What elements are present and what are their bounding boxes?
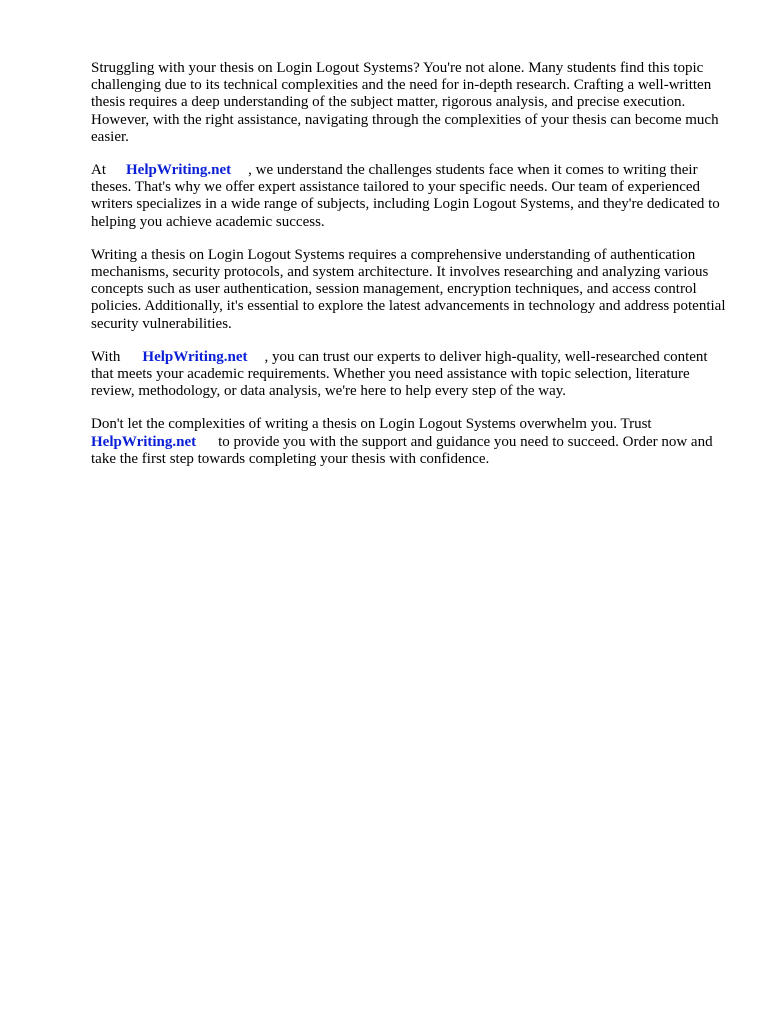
paragraph-requirements: Writing a thesis on Login Logout Systems requires a comprehensive understanding of authentication mechanisms, security protocols, and system architecture. It involves researching and analyzing various concepts such as user authentication, session management, encryption techniques, and access control policies. Additionally, it's essential to explore the latest advancements in technology and address potential security vulnerabilities.	[91, 246, 726, 332]
document-body	[91, 60, 726, 484]
paragraph-prefix-text: Don't let the complexities of writing a thesis on Login Logout Systems overwhelm you. Trust	[91, 416, 652, 433]
helpwriting-link[interactable]: HelpWriting.net	[142, 348, 248, 365]
paragraph-prefix-text: With	[91, 348, 121, 365]
paragraph-prefix-text: At	[91, 162, 106, 179]
paragraph-at-helpwriting	[91, 162, 726, 231]
paragraph-call-to-action	[91, 416, 726, 468]
paragraph-with-helpwriting	[91, 349, 726, 401]
paragraph-body-text: to provide you with the support and guidance you need to succeed. Order now and take the first step towards completing your thesis with confidence.	[91, 433, 713, 467]
paragraph-body-text: , we understand the challenges students face when it comes to writing their theses. That's why we offer expert assistance tailored to your specific needs. Our team of experienced writers specializes in a wide range of subjects, including Login Logout Systems, and they're dedicated to helping you achieve academic success.	[91, 162, 720, 230]
helpwriting-link[interactable]: HelpWriting.net	[91, 433, 197, 450]
paragraph-body-text: , you can trust our experts to deliver high-quality, well-researched content that meets your academic requirements. Whether you need assistance with topic selection, literature review, methodology, or data analysis, we're here to help every step of the way.	[91, 348, 708, 400]
helpwriting-link[interactable]: HelpWriting.net	[126, 162, 232, 179]
paragraph-intro: Struggling with your thesis on Login Logout Systems? You're not alone. Many students find this topic challenging due to its technical complexities and the need for in-depth research. Crafting a well-written thesis requires a deep understanding of the subject matter, rigorous analysis, and precise execution. However, with the right assistance, navigating through the complexities of your thesis can become much easier.	[91, 60, 719, 145]
